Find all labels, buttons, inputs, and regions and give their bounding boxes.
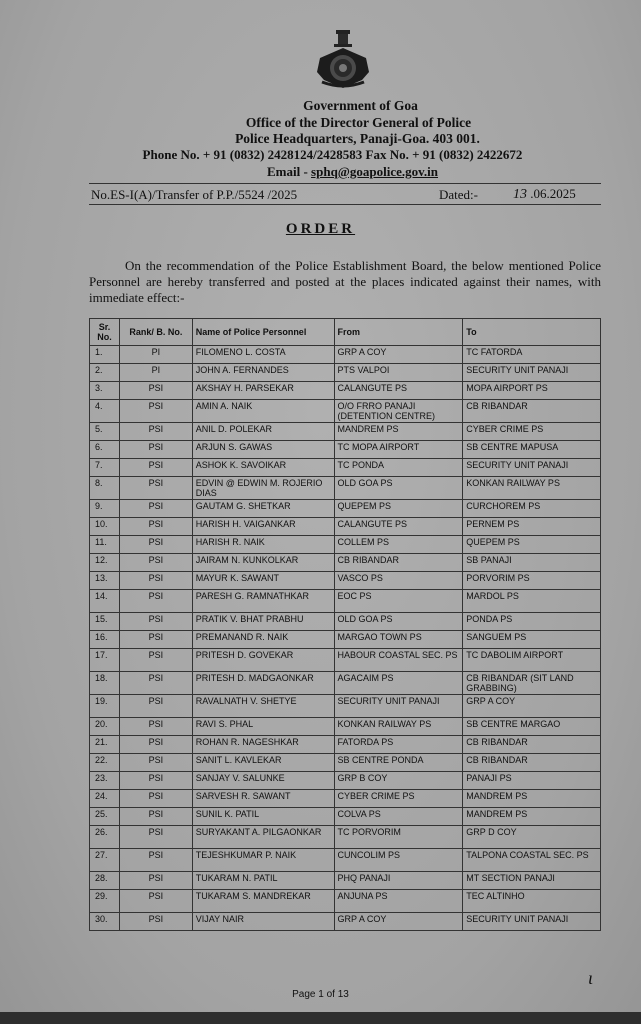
cell-sr-no: 3. xyxy=(90,382,120,400)
header-office: Office of the Director General of Police xyxy=(245,115,472,130)
cell-rank: PSI xyxy=(119,590,192,613)
cell-from: SECURITY UNIT PANAJI xyxy=(334,695,463,718)
cell-to: KONKAN RAILWAY PS xyxy=(463,477,601,500)
cell-to: GRP A COY xyxy=(463,695,601,718)
cell-name: PRITESH D. GOVEKAR xyxy=(192,649,334,672)
table-row xyxy=(90,477,601,500)
cell-from: EOC PS xyxy=(334,590,463,613)
table-row xyxy=(90,649,601,672)
cell-rank: PSI xyxy=(119,613,192,631)
cell-name: RAVI S. PHAL xyxy=(192,718,334,736)
cell-to: SB CENTRE MARGAO xyxy=(463,718,601,736)
table-row xyxy=(90,913,601,931)
cell-sr-no: 22. xyxy=(90,754,120,772)
table-row xyxy=(90,631,601,649)
reference-number: No.ES-I(A)/Transfer of P.P./5524 /2025 xyxy=(91,187,298,202)
order-title: ORDER xyxy=(285,221,356,237)
cell-from: GRP B COY xyxy=(334,772,463,790)
cell-to: TALPONA COASTAL SEC. PS xyxy=(463,849,601,872)
cell-to: PORVORIM PS xyxy=(463,572,601,590)
cell-rank: PSI xyxy=(119,826,192,849)
table-row xyxy=(90,790,601,808)
cell-from: COLVA PS xyxy=(334,808,463,826)
table-row xyxy=(90,400,601,423)
cell-rank: PSI xyxy=(119,808,192,826)
cell-sr-no: 29. xyxy=(90,890,120,913)
header-email-line xyxy=(32,164,641,180)
cell-to: TEC ALTINHO xyxy=(463,890,601,913)
cell-sr-no: 2. xyxy=(90,364,120,382)
cell-to: SECURITY UNIT PANAJI xyxy=(463,364,601,382)
cell-name: FILOMENO L. COSTA xyxy=(192,346,334,364)
cell-name: HARISH H. VAIGANKAR xyxy=(192,518,334,536)
cell-rank: PSI xyxy=(119,518,192,536)
email-label: Email - xyxy=(266,164,312,179)
header-to: To xyxy=(463,319,601,346)
cell-sr-no: 15. xyxy=(90,613,120,631)
cell-sr-no: 23. xyxy=(90,772,120,790)
order-paragraph xyxy=(89,258,601,306)
cell-to: PANAJI PS xyxy=(463,772,601,790)
table-row xyxy=(90,364,601,382)
cell-to: MANDREM PS xyxy=(463,790,601,808)
table-row xyxy=(90,754,601,772)
cell-sr-no: 5. xyxy=(90,423,120,441)
header-government: Government of Goa xyxy=(303,98,418,113)
cell-rank: PSI xyxy=(119,382,192,400)
cell-name: RAVALNATH V. SHETYE xyxy=(192,695,334,718)
cell-rank: PSI xyxy=(119,536,192,554)
cell-rank: PSI xyxy=(119,849,192,872)
cell-to: SB PANAJI xyxy=(463,554,601,572)
cell-from: TC PONDA xyxy=(334,459,463,477)
cell-to: GRP D COY xyxy=(463,826,601,849)
cell-sr-no: 13. xyxy=(90,572,120,590)
cell-from: SB CENTRE PONDA xyxy=(334,754,463,772)
cell-name: EDVIN @ EDWIN M. ROJERIO DIAS xyxy=(192,477,334,500)
cell-rank: PSI xyxy=(119,423,192,441)
header-from: From xyxy=(334,319,463,346)
table-row xyxy=(90,772,601,790)
cell-rank: PSI xyxy=(119,631,192,649)
table-row xyxy=(90,423,601,441)
cell-from: FATORDA PS xyxy=(334,736,463,754)
table-row xyxy=(90,890,601,913)
cell-rank: PSI xyxy=(119,754,192,772)
cell-sr-no: 11. xyxy=(90,536,120,554)
cell-name: PRITESH D. MADGAONKAR xyxy=(192,672,334,695)
table-row xyxy=(90,459,601,477)
cell-from: CALANGUTE PS xyxy=(334,382,463,400)
cell-sr-no: 14. xyxy=(90,590,120,613)
cell-sr-no: 1. xyxy=(90,346,120,364)
cell-sr-no: 16. xyxy=(90,631,120,649)
cell-sr-no: 25. xyxy=(90,808,120,826)
cell-name: HARISH R. NAIK xyxy=(192,536,334,554)
header-name: Name of Police Personnel xyxy=(192,319,334,346)
cell-sr-no: 27. xyxy=(90,849,120,872)
cell-from: CYBER CRIME PS xyxy=(334,790,463,808)
cell-sr-no: 6. xyxy=(90,441,120,459)
cell-name: TUKARAM N. PATIL xyxy=(192,872,334,890)
cell-name: SANJAY V. SALUNKE xyxy=(192,772,334,790)
cell-rank: PSI xyxy=(119,400,192,423)
cell-to: MANDREM PS xyxy=(463,808,601,826)
cell-name: GAUTAM G. SHETKAR xyxy=(192,500,334,518)
cell-rank: PSI xyxy=(119,772,192,790)
cell-name: PREMANAND R. NAIK xyxy=(192,631,334,649)
cell-name: SARVESH R. SAWANT xyxy=(192,790,334,808)
table-row xyxy=(90,500,601,518)
cell-name: AMIN A. NAIK xyxy=(192,400,334,423)
cell-from: GRP A COY xyxy=(334,346,463,364)
cell-from: GRP A COY xyxy=(334,913,463,931)
cell-name: ROHAN R. NAGESHKAR xyxy=(192,736,334,754)
cell-to: CYBER CRIME PS xyxy=(463,423,601,441)
cell-name: SANIT L. KAVLEKAR xyxy=(192,754,334,772)
cell-to: MOPA AIRPORT PS xyxy=(463,382,601,400)
cell-from: TC MOPA AIRPORT xyxy=(334,441,463,459)
cell-sr-no: 18. xyxy=(90,672,120,695)
cell-rank: PSI xyxy=(119,649,192,672)
cell-from: HABOUR COASTAL SEC. PS xyxy=(334,649,463,672)
cell-sr-no: 17. xyxy=(90,649,120,672)
cell-rank: PI xyxy=(119,346,192,364)
table-row xyxy=(90,736,601,754)
cell-to: CB RIBANDAR (SIT LAND GRABBING) xyxy=(463,672,601,695)
cell-from: CUNCOLIM PS xyxy=(334,849,463,872)
cell-name: VIJAY NAIR xyxy=(192,913,334,931)
cell-name: JAIRAM N. KUNKOLKAR xyxy=(192,554,334,572)
table-row xyxy=(90,695,601,718)
cell-rank: PSI xyxy=(119,572,192,590)
table-row xyxy=(90,441,601,459)
header-rank: Rank/ B. No. xyxy=(119,319,192,346)
table-row xyxy=(90,536,601,554)
table-row xyxy=(90,826,601,849)
cell-to: TC FATORDA xyxy=(463,346,601,364)
cell-sr-no: 9. xyxy=(90,500,120,518)
cell-name: SUNIL K. PATIL xyxy=(192,808,334,826)
cell-from: TC PORVORIM xyxy=(334,826,463,849)
cell-sr-no: 10. xyxy=(90,518,120,536)
cell-rank: PSI xyxy=(119,790,192,808)
cell-to: SANGUEM PS xyxy=(463,631,601,649)
cell-to: MARDOL PS xyxy=(463,590,601,613)
header-sr-no: Sr. No. xyxy=(90,319,120,346)
cell-name: SURYAKANT A. PILGAONKAR xyxy=(192,826,334,849)
cell-to: SECURITY UNIT PANAJI xyxy=(463,913,601,931)
cell-sr-no: 30. xyxy=(90,913,120,931)
cell-from: PTS VALPOI xyxy=(334,364,463,382)
cell-from: COLLEM PS xyxy=(334,536,463,554)
bottom-bar xyxy=(0,1012,641,1024)
cell-rank: PSI xyxy=(119,441,192,459)
table-row xyxy=(90,872,601,890)
date-handwritten: 13 xyxy=(513,187,527,202)
cell-rank: PSI xyxy=(119,554,192,572)
cell-to: SECURITY UNIT PANAJI xyxy=(463,459,601,477)
cell-name: ANIL D. POLEKAR xyxy=(192,423,334,441)
order-paragraph-text: On the recommendation of the Police Establishment Board, the below mentioned Police Personnel are hereby transferred and posted at the places indicated against their names, with immediate effect:- xyxy=(89,258,601,305)
reference-date xyxy=(513,186,576,203)
cell-to: TC DABOLIM AIRPORT xyxy=(463,649,601,672)
cell-to: SB CENTRE MAPUSA xyxy=(463,441,601,459)
cell-from: QUEPEM PS xyxy=(334,500,463,518)
table-row xyxy=(90,808,601,826)
table-row xyxy=(90,382,601,400)
cell-sr-no: 28. xyxy=(90,872,120,890)
signature-mark-icon: ɩ xyxy=(588,968,594,988)
cell-rank: PSI xyxy=(119,890,192,913)
cell-sr-no: 26. xyxy=(90,826,120,849)
transfer-table xyxy=(89,318,601,931)
cell-to: CB RIBANDAR xyxy=(463,754,601,772)
reference-bar xyxy=(89,183,601,205)
cell-from: PHQ PANAJI xyxy=(334,872,463,890)
table-row xyxy=(90,718,601,736)
cell-from: CALANGUTE PS xyxy=(334,518,463,536)
header-address: Police Headquarters, Panaji-Goa. 403 001. xyxy=(235,131,480,146)
cell-name: JOHN A. FERNANDES xyxy=(192,364,334,382)
cell-name: AKSHAY H. PARSEKAR xyxy=(192,382,334,400)
cell-from: ANJUNA PS xyxy=(334,890,463,913)
cell-to: QUEPEM PS xyxy=(463,536,601,554)
cell-name: MAYUR K. SAWANT xyxy=(192,572,334,590)
cell-rank: PSI xyxy=(119,913,192,931)
cell-sr-no: 20. xyxy=(90,718,120,736)
cell-sr-no: 8. xyxy=(90,477,120,500)
cell-rank: PSI xyxy=(119,500,192,518)
cell-from: OLD GOA PS xyxy=(334,477,463,500)
cell-sr-no: 24. xyxy=(90,790,120,808)
table-row xyxy=(90,672,601,695)
dated-label: Dated:- xyxy=(439,187,478,202)
table-body xyxy=(90,346,601,931)
cell-to: CB RIBANDAR xyxy=(463,736,601,754)
cell-rank: PSI xyxy=(119,736,192,754)
cell-sr-no: 21. xyxy=(90,736,120,754)
cell-name: PARESH G. RAMNATHKAR xyxy=(192,590,334,613)
cell-to: MT SECTION PANAJI xyxy=(463,872,601,890)
cell-to: PONDA PS xyxy=(463,613,601,631)
cell-name: ASHOK K. SAVOIKAR xyxy=(192,459,334,477)
table-row xyxy=(90,590,601,613)
cell-to: PERNEM PS xyxy=(463,518,601,536)
cell-name: TEJESHKUMAR P. NAIK xyxy=(192,849,334,872)
table-row xyxy=(90,554,601,572)
cell-rank: PSI xyxy=(119,672,192,695)
cell-sr-no: 12. xyxy=(90,554,120,572)
cell-rank: PSI xyxy=(119,718,192,736)
cell-from: AGACAIM PS xyxy=(334,672,463,695)
cell-rank: PSI xyxy=(119,477,192,500)
cell-name: ARJUN S. GAWAS xyxy=(192,441,334,459)
page-number: Page 1 of 13 xyxy=(292,989,349,1000)
cell-name: TUKARAM S. MANDREKAR xyxy=(192,890,334,913)
cell-from: CB RIBANDAR xyxy=(334,554,463,572)
email-link[interactable]: sphq@goapolice.gov.in xyxy=(311,164,439,179)
cell-to: CB RIBANDAR xyxy=(463,400,601,423)
cell-from: VASCO PS xyxy=(334,572,463,590)
cell-sr-no: 7. xyxy=(90,459,120,477)
cell-from: MARGAO TOWN PS xyxy=(334,631,463,649)
cell-from: OLD GOA PS xyxy=(334,613,463,631)
cell-rank: PI xyxy=(119,364,192,382)
table-header-row xyxy=(90,319,601,346)
cell-to: CURCHOREM PS xyxy=(463,500,601,518)
cell-name: PRATIK V. BHAT PRABHU xyxy=(192,613,334,631)
cell-sr-no: 4. xyxy=(90,400,120,423)
cell-rank: PSI xyxy=(119,695,192,718)
cell-from: KONKAN RAILWAY PS xyxy=(334,718,463,736)
cell-rank: PSI xyxy=(119,872,192,890)
cell-from: O/O FRRO PANAJI (DETENTION CENTRE) xyxy=(334,400,463,423)
table-row xyxy=(90,613,601,631)
table-row xyxy=(90,346,601,364)
cell-sr-no: 19. xyxy=(90,695,120,718)
table-row xyxy=(90,518,601,536)
header-phone-fax: Phone No. + 91 (0832) 2428124/2428583 Fax No. + 91 (0832) 2422672 xyxy=(142,147,523,162)
table-row xyxy=(90,572,601,590)
cell-from: MANDREM PS xyxy=(334,423,463,441)
table-row xyxy=(90,849,601,872)
date-rest: .06.2025 xyxy=(527,186,576,201)
cell-rank: PSI xyxy=(119,459,192,477)
goa-police-emblem-icon xyxy=(314,28,372,90)
